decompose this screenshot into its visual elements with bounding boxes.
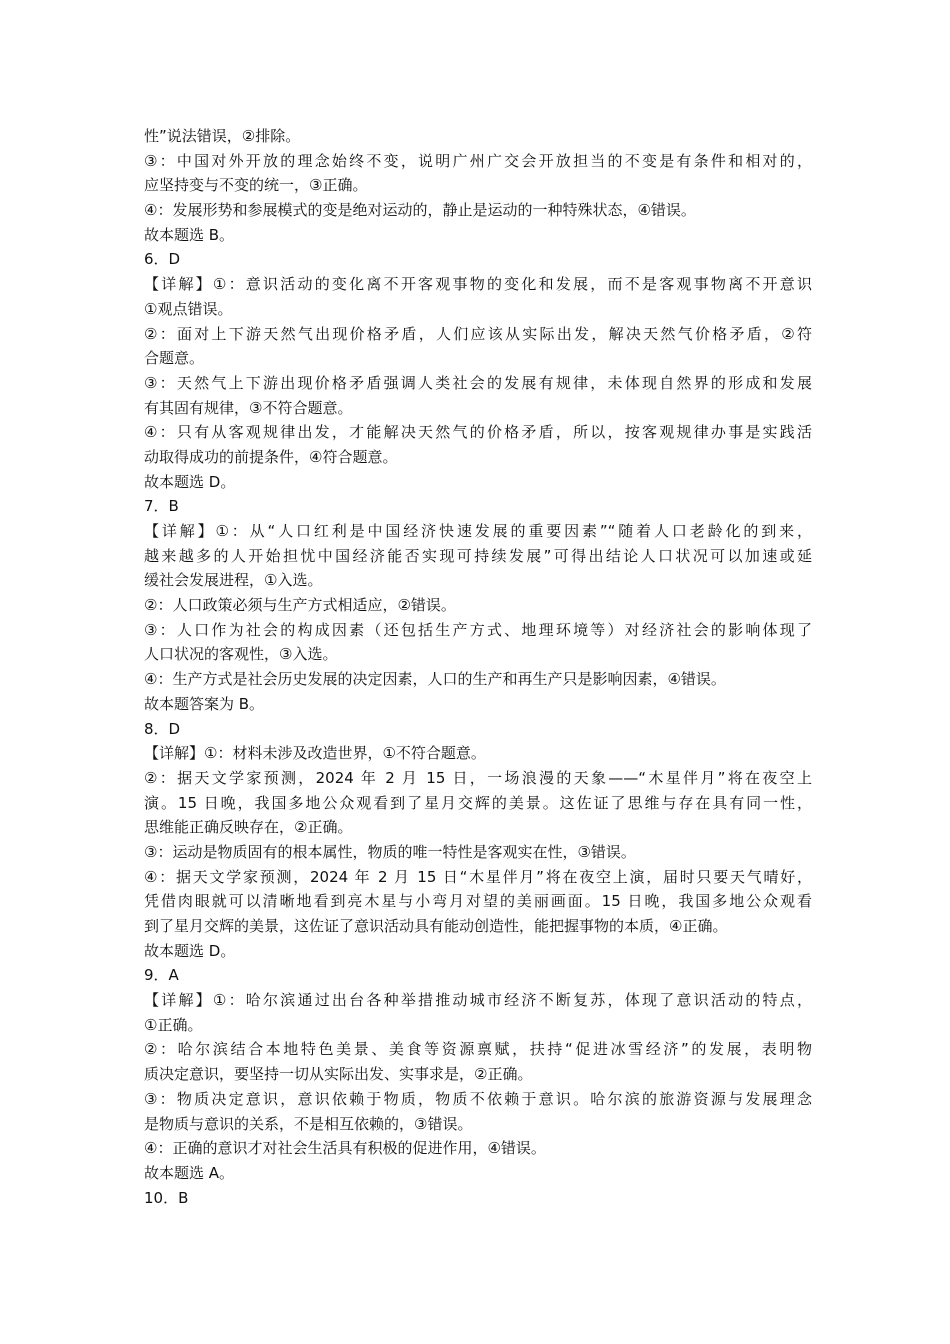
text-line: 故本题选 B。: [144, 225, 235, 244]
text-line: ③：运动是物质固有的根本属性，物质的唯一特性是客观实在性，③错误。: [144, 842, 636, 861]
text-line: ④：正确的意识才对社会生活具有积极的促进作用，④错误。: [144, 1139, 546, 1158]
text-line: 应坚持变与不变的统一，③正确。: [144, 176, 368, 195]
text-line: ②：哈尔滨结合本地特色美景、美食等资源禀赋，扶持“促进冰雪经济”的发展，表明物: [144, 1040, 812, 1059]
text-line: 质决定意识，要坚持一切从实际出发、实事求是，②正确。: [144, 1065, 533, 1084]
text-line: 性”说法错误，②排除。: [144, 127, 301, 145]
text-line: ④：发展形势和参展模式的变是绝对运动的，静止是运动的一种特殊状态，④错误。: [144, 201, 696, 220]
text-line: 6．D: [144, 250, 181, 269]
text-line: 故本题答案为 B。: [144, 694, 265, 713]
text-line: 动取得成功的前提条件，④符合题意。: [144, 447, 398, 466]
text-line: ④：只有从客观规律出发，才能解决天然气的价格矛盾，所以，按客观规律办事是实践活: [144, 423, 812, 442]
text-line: 凭借肉眼就可以清晰地看到亮木星与小弯月对望的美丽画面。15 日晚，我国多地公众观看: [144, 892, 812, 911]
text-line: 【详解】①：材料未涉及改造世界，①不符合题意。: [144, 744, 486, 763]
text-line: 9．A: [144, 966, 179, 985]
text-line: 故本题选 D。: [144, 472, 236, 491]
text-line: 有其固有规律，③不符合题意。: [144, 398, 353, 417]
text-line: 合题意。: [144, 349, 205, 368]
text-line: 10．B: [144, 1188, 189, 1207]
text-line: 到了星月交辉的美景，这佐证了意识活动具有能动创造性，能把握事物的本质，④正确。: [144, 917, 728, 935]
text-line: 8．D: [144, 719, 181, 738]
text-line: 缓社会发展进程，①入选。: [144, 571, 323, 590]
text-line: 【详解】①：意识活动的变化离不开客观事物的变化和发展，而不是客观事物离不开意识: [144, 275, 812, 294]
text-line: ③：中国对外开放的理念始终不变，说明广州广交会开放担当的不变是有条件和相对的，: [144, 151, 812, 170]
text-line: 【详解】①：哈尔滨通过出台各种举措推动城市经济不断复苏，体现了意识活动的特点，: [144, 991, 812, 1010]
text-line: ④：据天文学家预测，2024 年 2 月 15 日“木星伴月”将在夜空上演，届时只要天气晴好，: [144, 867, 812, 886]
text-line: 故本题选 A。: [144, 1163, 235, 1182]
text-line: ③：人口作为社会的构成因素（还包括生产方式、地理环境等）对经济社会的影响体现了: [144, 620, 812, 639]
text-line: ④：生产方式是社会历史发展的决定因素，人口的生产和再生产只是影响因素，④错误。: [144, 670, 726, 689]
text-line: 是物质与意识的关系，不是相互依赖的，③错误。: [144, 1114, 473, 1133]
document-body: [144, 124, 812, 1210]
text-line: 7．B: [144, 497, 179, 516]
text-line: ②：人口政策必须与生产方式相适应，②错误。: [144, 596, 456, 615]
text-line: 【详解】①：从“人口红利是中国经济快速发展的重要因素”“随着人口老龄化的到来，: [144, 522, 812, 540]
text-line: 故本题选 D。: [144, 941, 236, 960]
text-line: ①观点错误。: [144, 299, 233, 318]
text-line: ①正确。: [144, 1015, 203, 1034]
text-line: 演。15 日晚，我国多地公众观看到了星月交辉的美景。这佐证了思维与存在具有同一性，: [144, 793, 812, 812]
text-line: 思维能正确反映存在，②正确。: [144, 818, 353, 837]
text-line: 人口状况的客观性，③入选。: [144, 645, 338, 664]
text-line: 越来越多的人开始担忧中国经济能否实现可持续发展”可得出结论人口状况可以加速或延: [144, 546, 812, 565]
text-line: ③：物质决定意识，意识依赖于物质，物质不依赖于意识。哈尔滨的旅游资源与发展理念: [144, 1089, 812, 1108]
text-line: ②：据天文学家预测，2024 年 2 月 15 日，一场浪漫的天象——“木星伴月”将在夜空上: [144, 768, 812, 787]
text-line: ②：面对上下游天然气出现价格矛盾，人们应该从实际出发，解决天然气价格矛盾，②符: [144, 324, 812, 343]
text-line: ③：天然气上下游出现价格矛盾强调人类社会的发展有规律，未体现自然界的形成和发展: [144, 373, 812, 392]
